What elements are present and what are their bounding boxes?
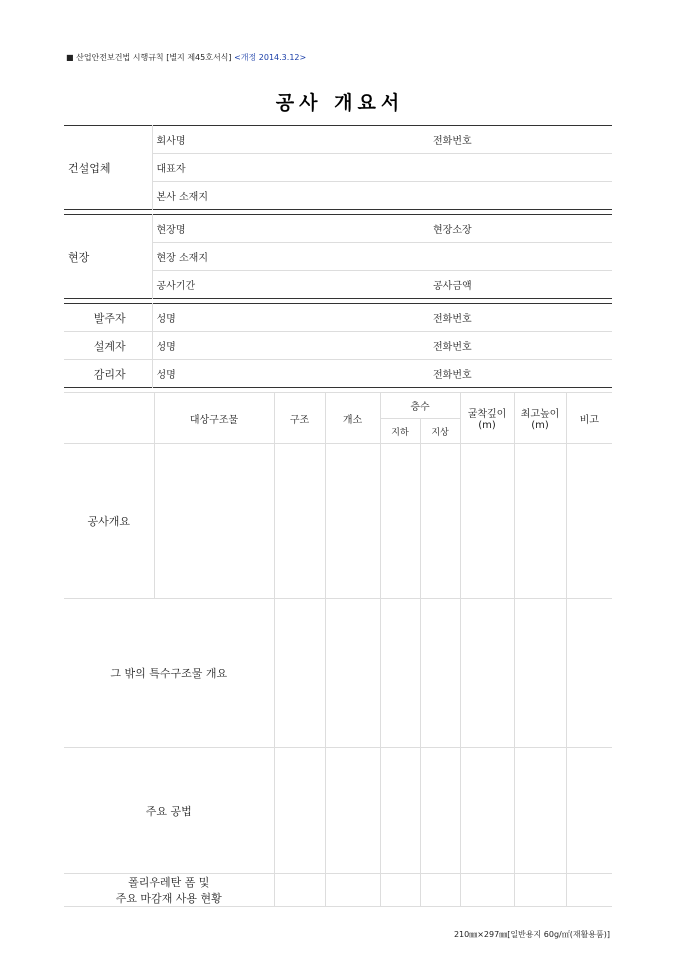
header-height-unit: (m)	[531, 420, 549, 431]
materials-label-line2: 주요 마감재 사용 현황	[115, 892, 222, 905]
revision-date: <개정 2014.3.12>	[234, 53, 307, 62]
paper-spec: 210㎜×297㎜[일반용지 60g/㎡(재활용품)]	[453, 930, 610, 939]
header-floors: 층수	[380, 393, 460, 419]
header-depth-label: 굴착깊이	[467, 409, 507, 420]
summary-row	[64, 444, 612, 599]
designer-label: 설계자	[64, 332, 152, 360]
designer-phone-field[interactable]: 전화번호	[429, 332, 612, 360]
construction-overview-form	[64, 125, 612, 907]
head-office-field[interactable]: 본사 소재지	[152, 182, 612, 210]
header-type: 구조	[274, 393, 325, 444]
main-method-label: 주요 공법	[64, 748, 274, 874]
site-name-field[interactable]: 현장명	[152, 215, 429, 243]
header-depth-unit: (m)	[478, 420, 496, 431]
materials-label-line1: 폴리우레탄 폼 및	[128, 876, 210, 889]
site-manager-field[interactable]: 현장소장	[429, 215, 612, 243]
header-count: 개소	[325, 393, 380, 444]
site-address-field[interactable]: 현장 소재지	[152, 243, 612, 271]
designer-name-field[interactable]: 성명	[152, 332, 429, 360]
client-phone-field[interactable]: 전화번호	[429, 304, 612, 332]
supervisor-label: 감리자	[93, 367, 126, 381]
site-label: 현장	[68, 250, 90, 264]
materials-row	[64, 874, 612, 907]
contractor-section	[64, 125, 612, 210]
contractor-phone-field[interactable]: 전화번호	[429, 126, 612, 154]
header-below: 지하	[380, 419, 420, 444]
main-method-row	[64, 748, 612, 874]
header-height-label: 최고높이	[520, 409, 560, 420]
header-depth	[460, 393, 514, 444]
header-structure: 대상구조물	[154, 393, 274, 444]
overview-table	[64, 392, 612, 907]
header-above: 지상	[420, 419, 460, 444]
page-title: 공사 개요서	[275, 92, 405, 114]
roles-section	[64, 303, 612, 388]
special-structure-label: 그 밖의 특수구조물 개요	[64, 599, 274, 748]
materials-label	[64, 874, 274, 907]
supervisor-name-field[interactable]: 성명	[152, 360, 429, 388]
header-note: 비고	[566, 393, 612, 444]
contractor-label: 건설업체	[68, 161, 111, 175]
law-reference: ■ 산업안전보건법 시행규칙 [별지 제45호서식]	[66, 53, 232, 62]
header-height	[514, 393, 566, 444]
construction-amount-field[interactable]: 공사금액	[433, 281, 472, 292]
client-label: 발주자	[64, 304, 152, 332]
representative-field[interactable]: 대표자	[152, 154, 612, 182]
company-name-field[interactable]: 회사명	[152, 126, 429, 154]
form-header	[66, 52, 306, 63]
construction-period-field[interactable]: 공사기간	[152, 271, 429, 299]
supervisor-phone-field[interactable]: 전화번호	[433, 370, 472, 381]
summary-label: 공사개요	[64, 444, 154, 599]
special-structure-row	[64, 599, 612, 748]
site-section	[64, 214, 612, 299]
client-name-field[interactable]: 성명	[152, 304, 429, 332]
